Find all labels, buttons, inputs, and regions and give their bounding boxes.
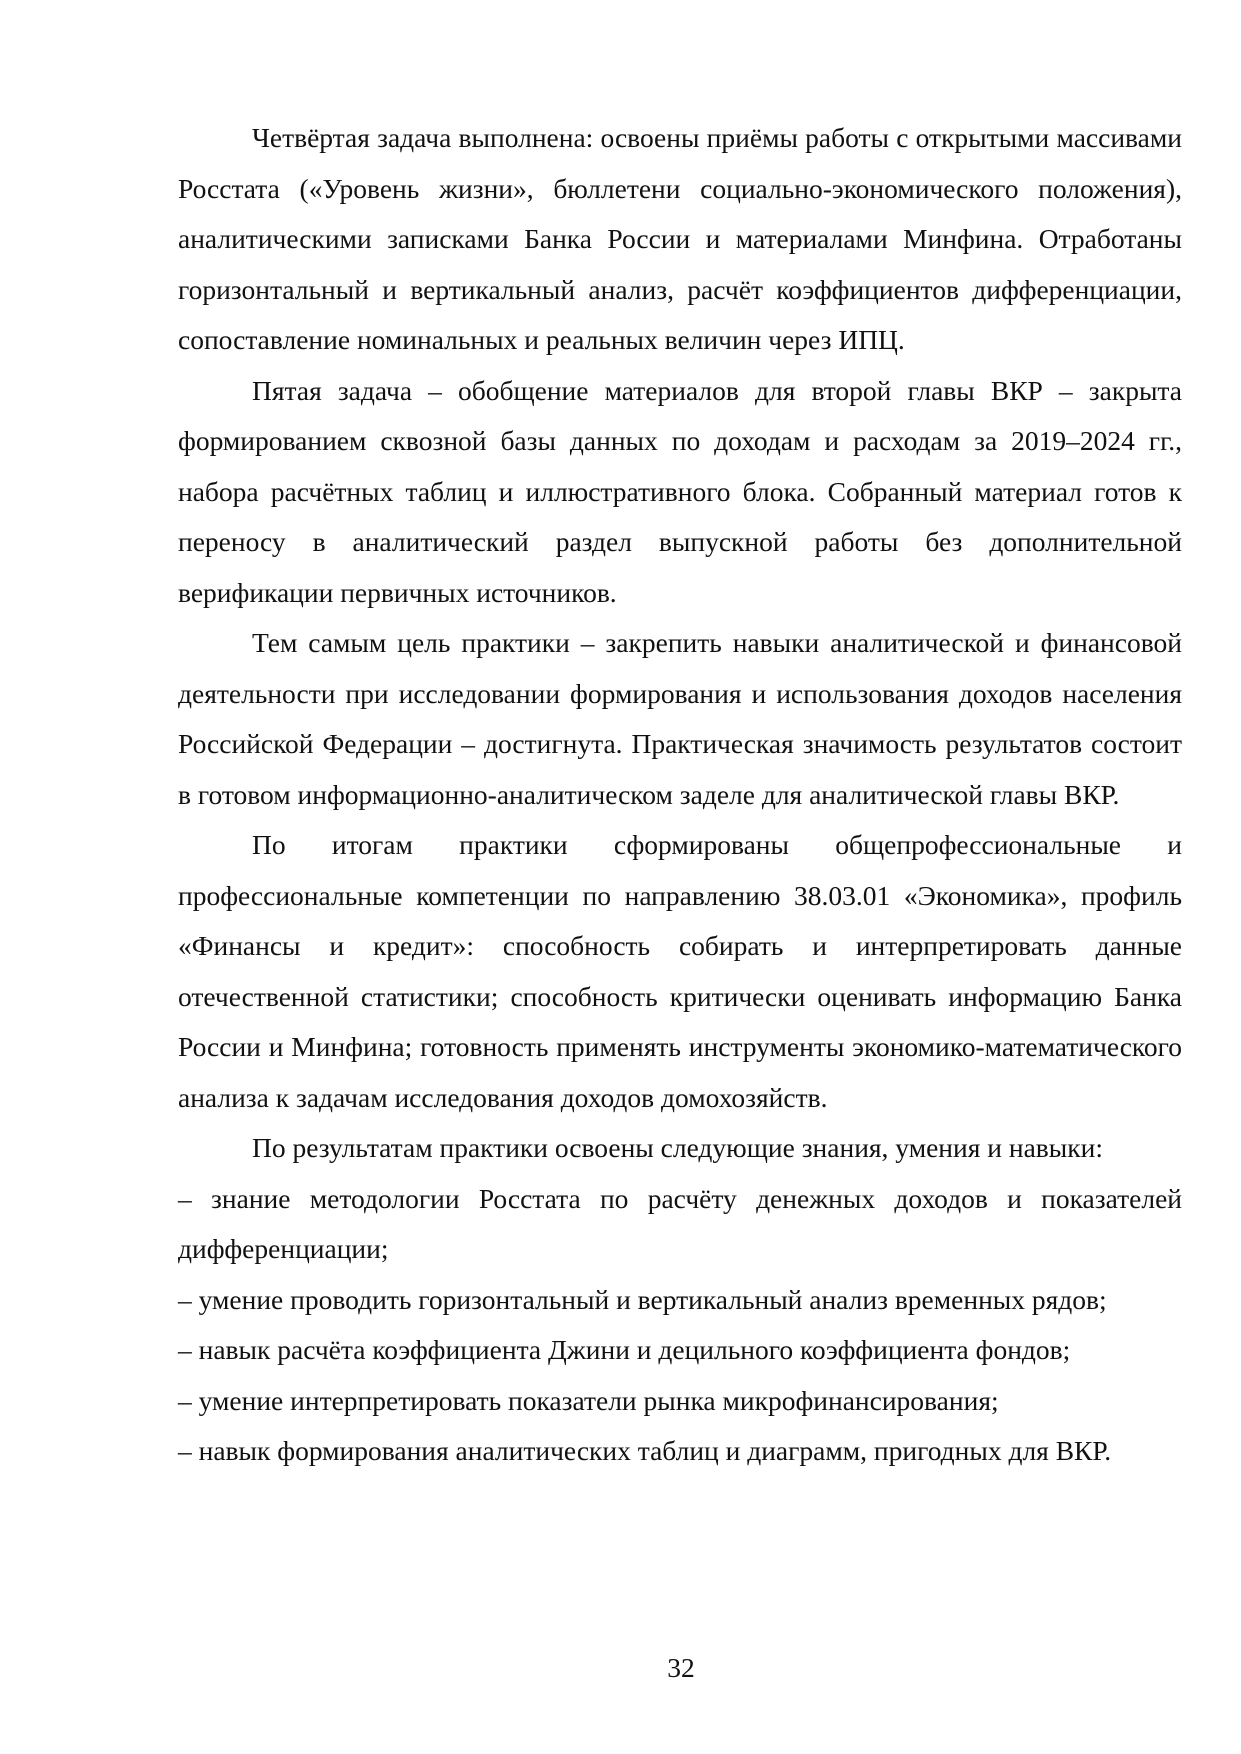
- page-number: 32: [667, 1652, 695, 1683]
- list-item: – умение проводить горизонтальный и вертикальный анализ временных рядов;: [178, 1283, 1107, 1315]
- paragraph-skills-intro: По результатам практики освоены следующие знания, умения и навыки:: [252, 1132, 1103, 1163]
- list-item: – умение интерпретировать показатели рынка микрофинансирования;: [178, 1384, 999, 1416]
- paragraph-task-five: Пятая задача – обобщение материалов для второй главы ВКР – закрыта формированием сквозной базы данных по доходам и расходам за 2019–2024 гг., набора расчётных таблиц и иллюстративного блока. Собранный материал готов к переносу в аналитический раздел выпускной работы без дополнительной верификации первичных источников.: [178, 374, 1182, 608]
- list-item: – навык расчёта коэффициента Джини и децильного коэффициента фондов;: [178, 1334, 1071, 1365]
- paragraph-competencies: По итогам практики сформированы общепрофессиональные и профессиональные компетенции по направлению 38.03.01 «Экономика», профиль «Финансы и кредит»: способность собирать и интерпретировать данные отечественной статистики; способность критически оценивать информацию Банка России и Минфина; готовность применять инструменты экономико-математического анализа к задачам исследования доходов домохозяйств.: [178, 829, 1182, 1113]
- list-item: – знание методологии Росстата по расчёту денежных доходов и показателей дифференциации;: [178, 1182, 1182, 1264]
- list-item: – навык формирования аналитических таблиц и диаграмм, пригодных для ВКР.: [178, 1435, 1112, 1466]
- body-text: [178, 113, 1182, 1477]
- paragraph-practice-goal: Тем самым цель практики – закрепить навыки аналитической и финансовой деятельности при исследовании формирования и использования доходов населения Российской Федерации – достигнута. Практическая значимость результатов состоит в готовом информационно-аналитическом заделе для аналитической главы ВКР.: [178, 627, 1182, 810]
- paragraph-task-four: Четвёртая задача выполнена: освоены приёмы работы с открытыми массивами Росстата («Уровень жизни», бюллетени социально-экономического положения), аналитическими записками Банка России и материалами Минфина. Отработаны горизонтальный и вертикальный анализ, расчёт коэффициентов дифференциации, сопоставление номинальных и реальных величин через ИПЦ.: [178, 122, 1182, 355]
